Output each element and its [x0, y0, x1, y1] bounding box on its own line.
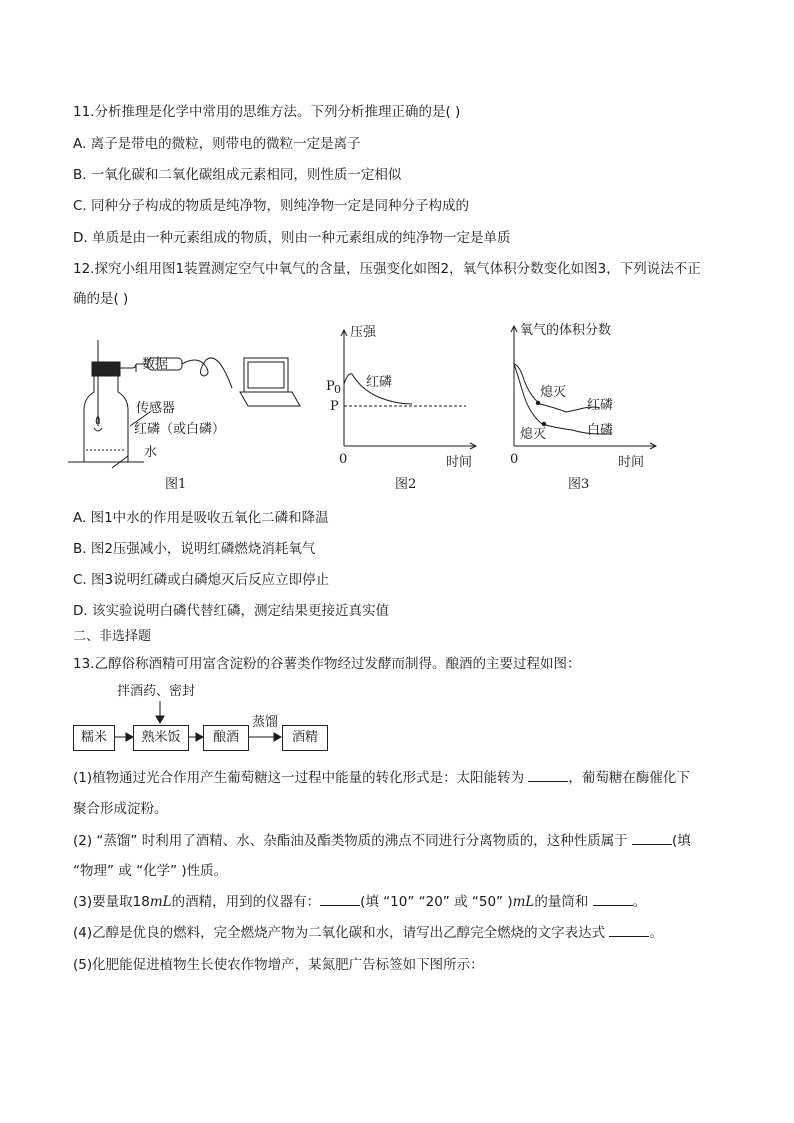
q13-part5-line: (5)化肥能促进植物生长使农作物增产，某氮肥广告标签如下图所示：: [73, 957, 484, 973]
fig1-sensor-label-2: 传感器: [136, 401, 176, 416]
q13-part1-line2: 聚合形成淀粉。: [73, 801, 168, 817]
q13-stem: 13.乙醇俗称酒精可用富含淀粉的谷薯类作物经过发酵而制得。酿酒的主要过程如图：: [73, 656, 581, 672]
q13-part2-blank[interactable]: [632, 832, 672, 845]
fig1-monitor: [244, 358, 288, 392]
fig1-caption: 图1: [165, 477, 187, 492]
fig3-white-label: 白磷: [587, 423, 614, 438]
fig3-ylabel: 氧气的体积分数: [520, 323, 612, 338]
q13-part3-blank-1[interactable]: [320, 893, 360, 906]
fig3-caption: 图3: [568, 477, 590, 492]
q13-part1-text-a: (1)植物通过光合作用产生葡萄糖这一过程中能量的转化形式是：太阳能转为: [73, 770, 529, 786]
q12-option-b: B. 图2压强减小，说明红磷燃烧消耗氧气: [73, 541, 316, 557]
fig2-caption: 图2: [395, 477, 417, 492]
fig2-ylabel: 压强: [350, 325, 377, 340]
q13-part3-blank-2[interactable]: [593, 893, 633, 906]
fig1-stopper: [92, 362, 120, 376]
flow-step-cooked-rice: 熟米饭: [133, 725, 189, 751]
fig3-red-point: [536, 401, 540, 405]
fig2-p-label: P: [330, 399, 339, 414]
q13-part1-blank[interactable]: [528, 769, 568, 782]
flow-distill-label: 蒸馏: [252, 715, 279, 730]
fig3-red-label: 红磷: [587, 398, 614, 413]
fig3-white-point: [542, 422, 546, 426]
q13-part3-unit: mL: [149, 894, 172, 910]
fig1-keyboard: [240, 392, 300, 406]
q13-part3-text-c: (填 “10” “20” 或 “50” ): [360, 894, 513, 910]
q11-option-d: D. 单质是由一种元素组成的物质，则由一种元素组成的纯净物一定是单质: [73, 230, 511, 246]
flow-arrows: [0, 697, 794, 757]
q13-part1-line1: [73, 769, 690, 787]
q13-part4-text-b: 。: [649, 925, 663, 941]
flow-step-brewing: 酿酒: [203, 725, 249, 751]
q11-option-c: C. 同种分子构成的物质是纯净物，则纯净物一定是同种分子构成的: [73, 198, 470, 214]
fig3-xlabel: 时间: [618, 455, 645, 470]
fig1-apparatus: [68, 340, 300, 468]
fig1-sensor-label-1: 数据: [142, 357, 169, 372]
fig1-cable: [182, 358, 232, 388]
q13-part1-text-b: ，葡萄糖在酶催化下: [568, 770, 690, 786]
q13-part3-text-d: 的量筒和: [534, 894, 593, 910]
fig1-phosphorus-label: 红磷（或白磷）: [134, 422, 226, 437]
fig2-xlabel: 时间: [446, 455, 473, 470]
q13-part3-unit-2: mL: [512, 894, 535, 910]
q12-option-c: C. 图3说明红磷或白磷熄灭后反应立即停止: [73, 572, 330, 588]
q13-part2-line2: “物理” 或 “化学” )性质。: [73, 863, 228, 879]
q12-option-a: A. 图1中水的作用是吸收五氧化二磷和降温: [73, 510, 329, 526]
q13-part3-line: [73, 893, 646, 911]
flow-top-label: 拌酒药、密封: [117, 684, 196, 699]
q12-figures: [0, 316, 794, 516]
section-heading: 二、非选择题: [73, 629, 152, 644]
q13-part2-line1: [73, 832, 691, 850]
q13-part2-text-a: (2) “蒸馏” 时利用了酒精、水、杂酯油及酯类物质的沸点不同进行分离物质的，这种性质属于: [73, 833, 632, 849]
q11-option-a: A. 离子是带电的微粒，则带电的微粒一定是离子: [73, 136, 361, 152]
fig1-spoon-cup: [94, 428, 102, 431]
q12-option-d: D. 该实验说明白磷代替红磷，测定结果更接近真实值: [73, 603, 389, 619]
fig2-p0-subscript: 0: [334, 383, 341, 396]
q13-part3-text-e: 。: [632, 894, 647, 910]
q11-option-b: B. 一氧化碳和二氧化碳组成元素相同，则性质一定相似: [73, 167, 402, 183]
fig1-tube: [118, 364, 136, 372]
fig2-p0-label: P: [326, 379, 335, 394]
q13-part3-text-a: (3)要量取18: [73, 894, 150, 910]
flow-step-alcohol: 酒精: [282, 725, 328, 751]
fig1-water-label: 水: [144, 445, 158, 460]
flow-step-glutinous-rice: 糯米: [73, 725, 115, 751]
fig2-curve-label: 红磷: [366, 375, 393, 390]
fig3-extinguish-2: 熄灭: [520, 427, 547, 442]
q13-part4-blank[interactable]: [609, 924, 649, 937]
fig3-extinguish-1: 熄灭: [540, 385, 567, 400]
q13-part3-text-b: 的酒精，用到的仪器有：: [171, 894, 321, 910]
fig1-bottle: [84, 376, 128, 462]
fig2-origin: 0: [339, 452, 348, 467]
q13-part4-line: [73, 924, 663, 942]
q13-part4-text-a: (4)乙醇是优良的燃料，完全燃烧产物为二氧化碳和水，请写出乙醇完全燃烧的文字表达式: [73, 925, 610, 941]
flow-down-arrowhead: [156, 716, 164, 723]
q12-stem-line2: 确的是( ): [73, 291, 129, 307]
q11-stem: 11.分析推理是化学中常用的思维方法。下列分析推理正确的是( ): [73, 104, 461, 120]
fig3-origin: 0: [510, 452, 519, 467]
q12-stem-line1: 12.探究小组用图1装置测定空气中氧气的含量，压强变化如图2，氧气体积分数变化如图3，下列说法不正: [73, 261, 701, 277]
fig1-screen: [248, 362, 284, 388]
q13-part2-text-b: (填: [671, 833, 691, 849]
